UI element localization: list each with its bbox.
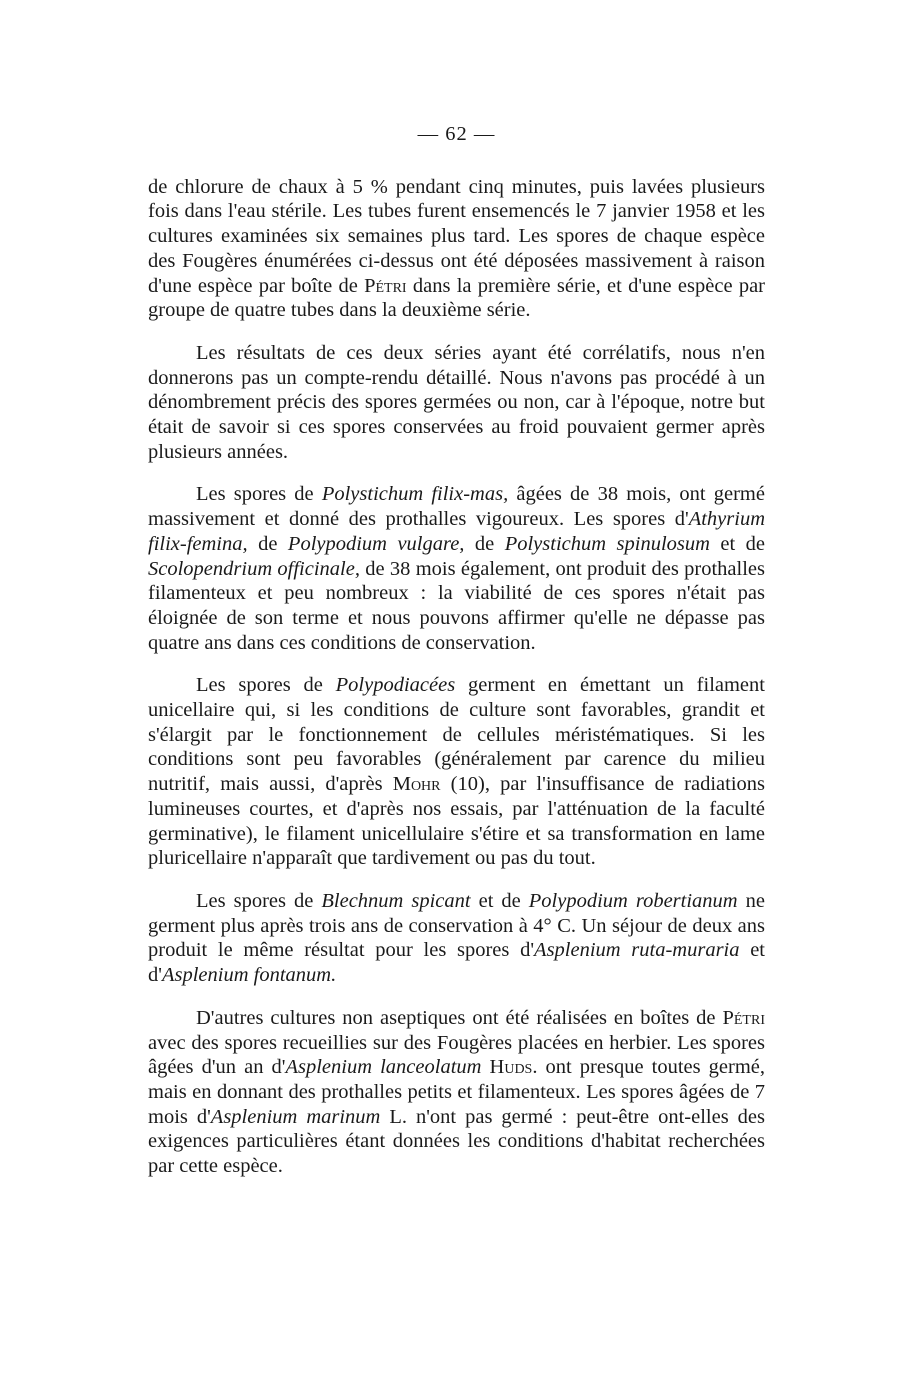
author-name: Pétri: [364, 274, 407, 297]
species-name: Blechnum spicant: [321, 889, 471, 912]
text: D'autres cultures non aseptiques ont été réalisées en boîtes de: [196, 1006, 723, 1029]
text: Les spores de: [196, 889, 322, 912]
text: Les spores de: [196, 674, 336, 697]
species-name: Scolopendrium officinale,: [148, 557, 360, 580]
species-name: Polystichum spinulosum: [504, 532, 710, 555]
text: (10), par l'insuffisance de radiations lumineuses courtes, et d'après nos essais, par l'atténuation de la faculté germinative), le filament unicellulaire s'étire et sa transformation en lame pluricellaire n'apparaît que tardivement ou pas du tout.: [148, 773, 765, 870]
text: de: [464, 532, 505, 555]
text: [481, 1056, 489, 1078]
text: germent en émettant un filament unicellaire qui, si les conditions de culture sont favorables, grandit et s'élargit par le fonctionnement de cellules méristématiques. Si les conditions sont peu favorables (généralement par carence du milieu nutritif, mais aussi, d'après: [148, 674, 765, 796]
text: . ont presque toutes germé, mais en donnant des prothalles petits et filamenteux. Les spores âgées de 7 mois d': [148, 1056, 766, 1128]
text: et de: [470, 889, 529, 912]
paragraph-6: [148, 1006, 765, 1179]
author-name: Huds: [489, 1056, 533, 1079]
species-name: Polypodium robertianum: [528, 889, 738, 912]
species-name: Athyrium filix-femina,: [148, 508, 765, 555]
text: âgées de 38 mois, ont germé massivement et donné des prothalles vigoureux. Les spores d': [148, 483, 765, 531]
author-name: Mohr: [392, 773, 441, 796]
text: ne germent plus après trois ans de conservation à 4° C. Un séjour de deux ans produit le même résultat pour les spores d': [148, 889, 765, 962]
paragraph-4: [148, 673, 765, 871]
species-name: Asplenium ruta-muraria: [534, 939, 740, 962]
text: de: [247, 532, 288, 555]
page-number: — 62 —: [417, 123, 496, 145]
text: Les spores de: [196, 483, 322, 506]
species-name: Asplenium marinum: [210, 1105, 381, 1128]
text: L. n'ont pas germé : peut-être ont-elles des exigences particulières étant données les conditions d'habitat recherchées par cette espèce.: [148, 1105, 765, 1178]
family-name: Polypodiacées: [335, 674, 456, 697]
text: dans la première série, et d'une espèce par groupe de quatre tubes dans la deuxième série.: [148, 274, 765, 322]
species-name: Asplenium fontanum.: [161, 964, 337, 987]
species-name: Polypodium vulgare,: [287, 532, 465, 555]
species-name: Polystichum filix-mas,: [321, 483, 509, 506]
paragraph-2: Les résultats de ces deux séries ayant été corrélatifs, nous n'en donnerons pas un compte-rendu détaillé. Nous n'avons pas procédé à un dénombrement précis des spores germées ou non, car à l'époque, notre but était de savoir si ces spores conservées au froid pouvaient germer après plusieurs années.: [148, 341, 765, 463]
text: de chlorure de chaux à 5 % pendant cinq minutes, puis lavées plusieurs fois dans l'eau stérile. Les tubes furent ensemencés le 7 janvier 1958 et les cultures examinées six semaines plus tard. Les spores de chaque espèce des Fougères énumérées ci-dessus ont été déposées massivement à raison d'une espèce par boîte de: [148, 175, 765, 297]
text: avec des spores recueillies sur des Fougères placées en herbier. Les spores âgées d'un an d': [148, 1031, 765, 1079]
paragraph-5: [148, 889, 765, 988]
text: et de: [709, 532, 765, 555]
author-name: Pétri: [722, 1006, 765, 1029]
paragraph-3: [148, 482, 765, 655]
text: et d': [148, 939, 765, 987]
paragraph-1: [148, 175, 765, 323]
text: de 38 mois également, ont produit des prothalles filamenteux et peu nombreux : la viabilité de ces spores n'était pas éloignée de son terme et nous pouvons affirmer qu'elle ne dépasse pas quatre ans dans ces conditions de conservation.: [148, 557, 765, 654]
species-name: Asplenium lanceolatum: [285, 1056, 482, 1079]
document-page: [148, 122, 765, 1197]
